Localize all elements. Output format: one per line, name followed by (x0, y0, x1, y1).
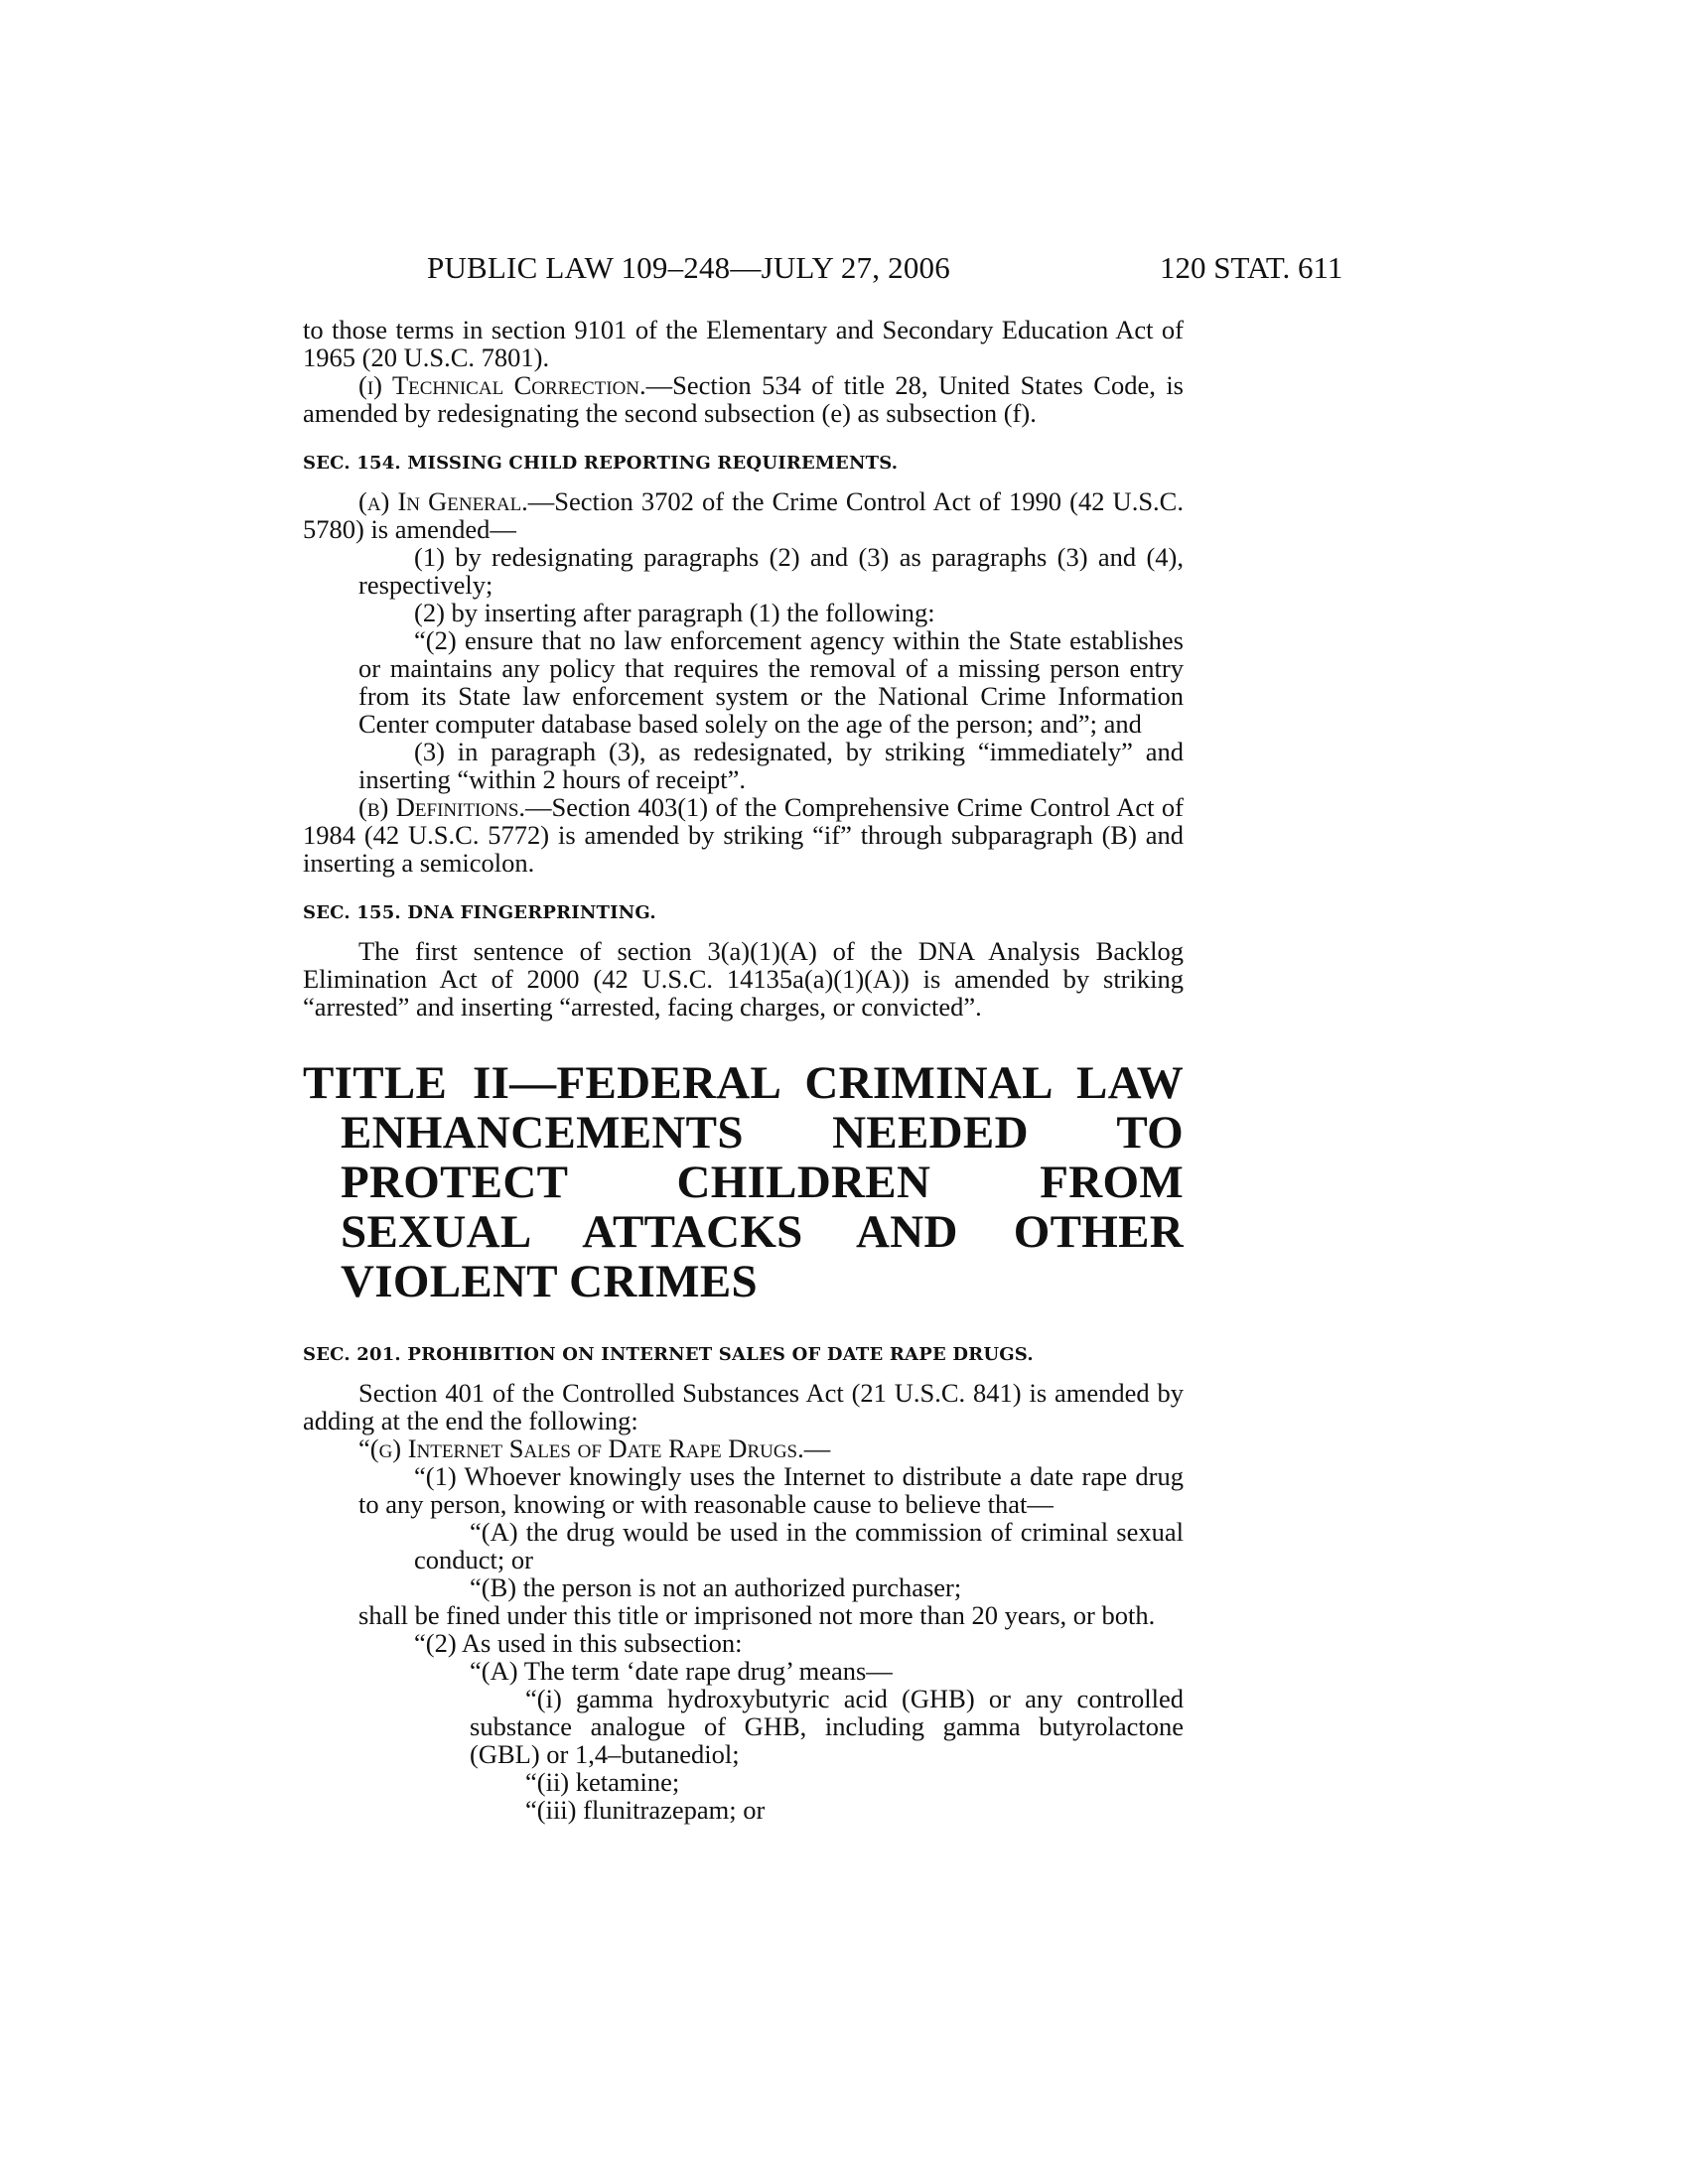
subsection-b: (b) Definitions.—Section 403(1) of the Comprehensive Crime Control Act of 1984 (42 U.S.C. 5772) is amended by striking “if” through subparagraph (B) and inserting a semicolon. (303, 792, 1184, 878)
paragraph-g1: “(1) Whoever knowingly uses the Internet to distribute a date rape drug to any person, knowing or with reasonable cause to believe that— (358, 1461, 1184, 1519)
subsection-heading: (i) Technical Correction. (358, 370, 646, 400)
paragraph-3: (3) in paragraph (3), as redesignated, by striking “immediately” and inserting “within 2 hours of receipt”. (358, 737, 1184, 794)
subsection-heading: (b) Definitions. (358, 792, 526, 822)
paragraph-g1-tail: shall be fined under this title or imprisoned not more than 20 years, or both. (358, 1600, 1156, 1630)
section-155-heading: SEC. 155. DNA FINGERPRINTING. (303, 902, 656, 923)
subsection-a: (a) In General.—Section 3702 of the Crime Control Act of 1990 (42 U.S.C. 5780) is amended— (303, 486, 1184, 544)
section-201-heading: SEC. 201. PROHIBITION ON INTERNET SALES OF DATE RAPE DRUGS. (303, 1344, 1034, 1365)
section-154-heading: SEC. 154. MISSING CHILD REPORTING REQUIREMENTS. (303, 453, 899, 474)
subparagraph-g1A: “(A) the drug would be used in the commission of criminal sexual conduct; or (414, 1517, 1184, 1574)
clause-g2Aiii: “(iii) flunitrazepam; or (525, 1795, 766, 1825)
quoted-paragraph: “(2) ensure that no law enforcement agency within the State establishes or maintains any policy that requires the removal of a missing person entry from its State law enforcement system or the National Crime Information Center computer database based solely on the age of the person; and”; and (358, 625, 1184, 739)
document-body (303, 316, 1184, 1824)
section-201-text: Section 401 of the Controlled Substances Act (21 U.S.C. 841) is amended by adding at the end the following: (303, 1378, 1184, 1435)
clause-g2Aii: “(ii) ketamine; (525, 1767, 680, 1797)
paragraph-1: (1) by redesignating paragraphs (2) and (3) as paragraphs (3) and (4), respectively; (358, 542, 1184, 600)
subsection-i: (i) Technical Correction.—Section 534 of title 28, United States Code, is amended by redesignating the second subsection (e) as subsection (f). (303, 370, 1184, 428)
paragraph-g2: “(2) As used in this subsection: (414, 1628, 743, 1658)
section-155-text: The first sentence of section 3(a)(1)(A) of the DNA Analysis Backlog Elimination Act of 2000 (42 U.S.C. 14135a(a)(1)(A)) is amended by striking “arrested” and inserting “arrested, facing charges, or convicted”. (303, 936, 1184, 1022)
running-head: PUBLIC LAW 109–248—JULY 27, 2006 (427, 250, 950, 285)
paragraph-continuation: to those terms in section 9101 of the Elementary and Secondary Education Act of 1965 (20 U.S.C. 7801). (303, 315, 1184, 372)
subsection-g-heading: “(g) Internet Sales of Date Rape Drugs.— (358, 1433, 831, 1463)
subparagraph-g2A: “(A) The term ‘date rape drug’ means— (470, 1656, 893, 1686)
subsection-heading: (a) In General. (358, 486, 528, 516)
subparagraph-g1B: “(B) the person is not an authorized purchaser; (470, 1572, 962, 1602)
page-number: 120 STAT. 611 (1160, 250, 1343, 285)
clause-g2Ai: “(i) gamma hydroxybutyric acid (GHB) or any controlled substance analogue of GHB, including gamma butyrolactone (GBL) or 1,4–butanediol; (470, 1684, 1184, 1769)
paragraph-2: (2) by inserting after paragraph (1) the following: (414, 598, 935, 627)
title-ii-heading: TITLE II—FEDERAL CRIMINAL LAW ENHANCEMENTS NEEDED TO PROTECT CHILDREN FROM SEXUAL ATTACKS AND OTHER VIOLENT CRIMES (303, 1057, 1184, 1307)
